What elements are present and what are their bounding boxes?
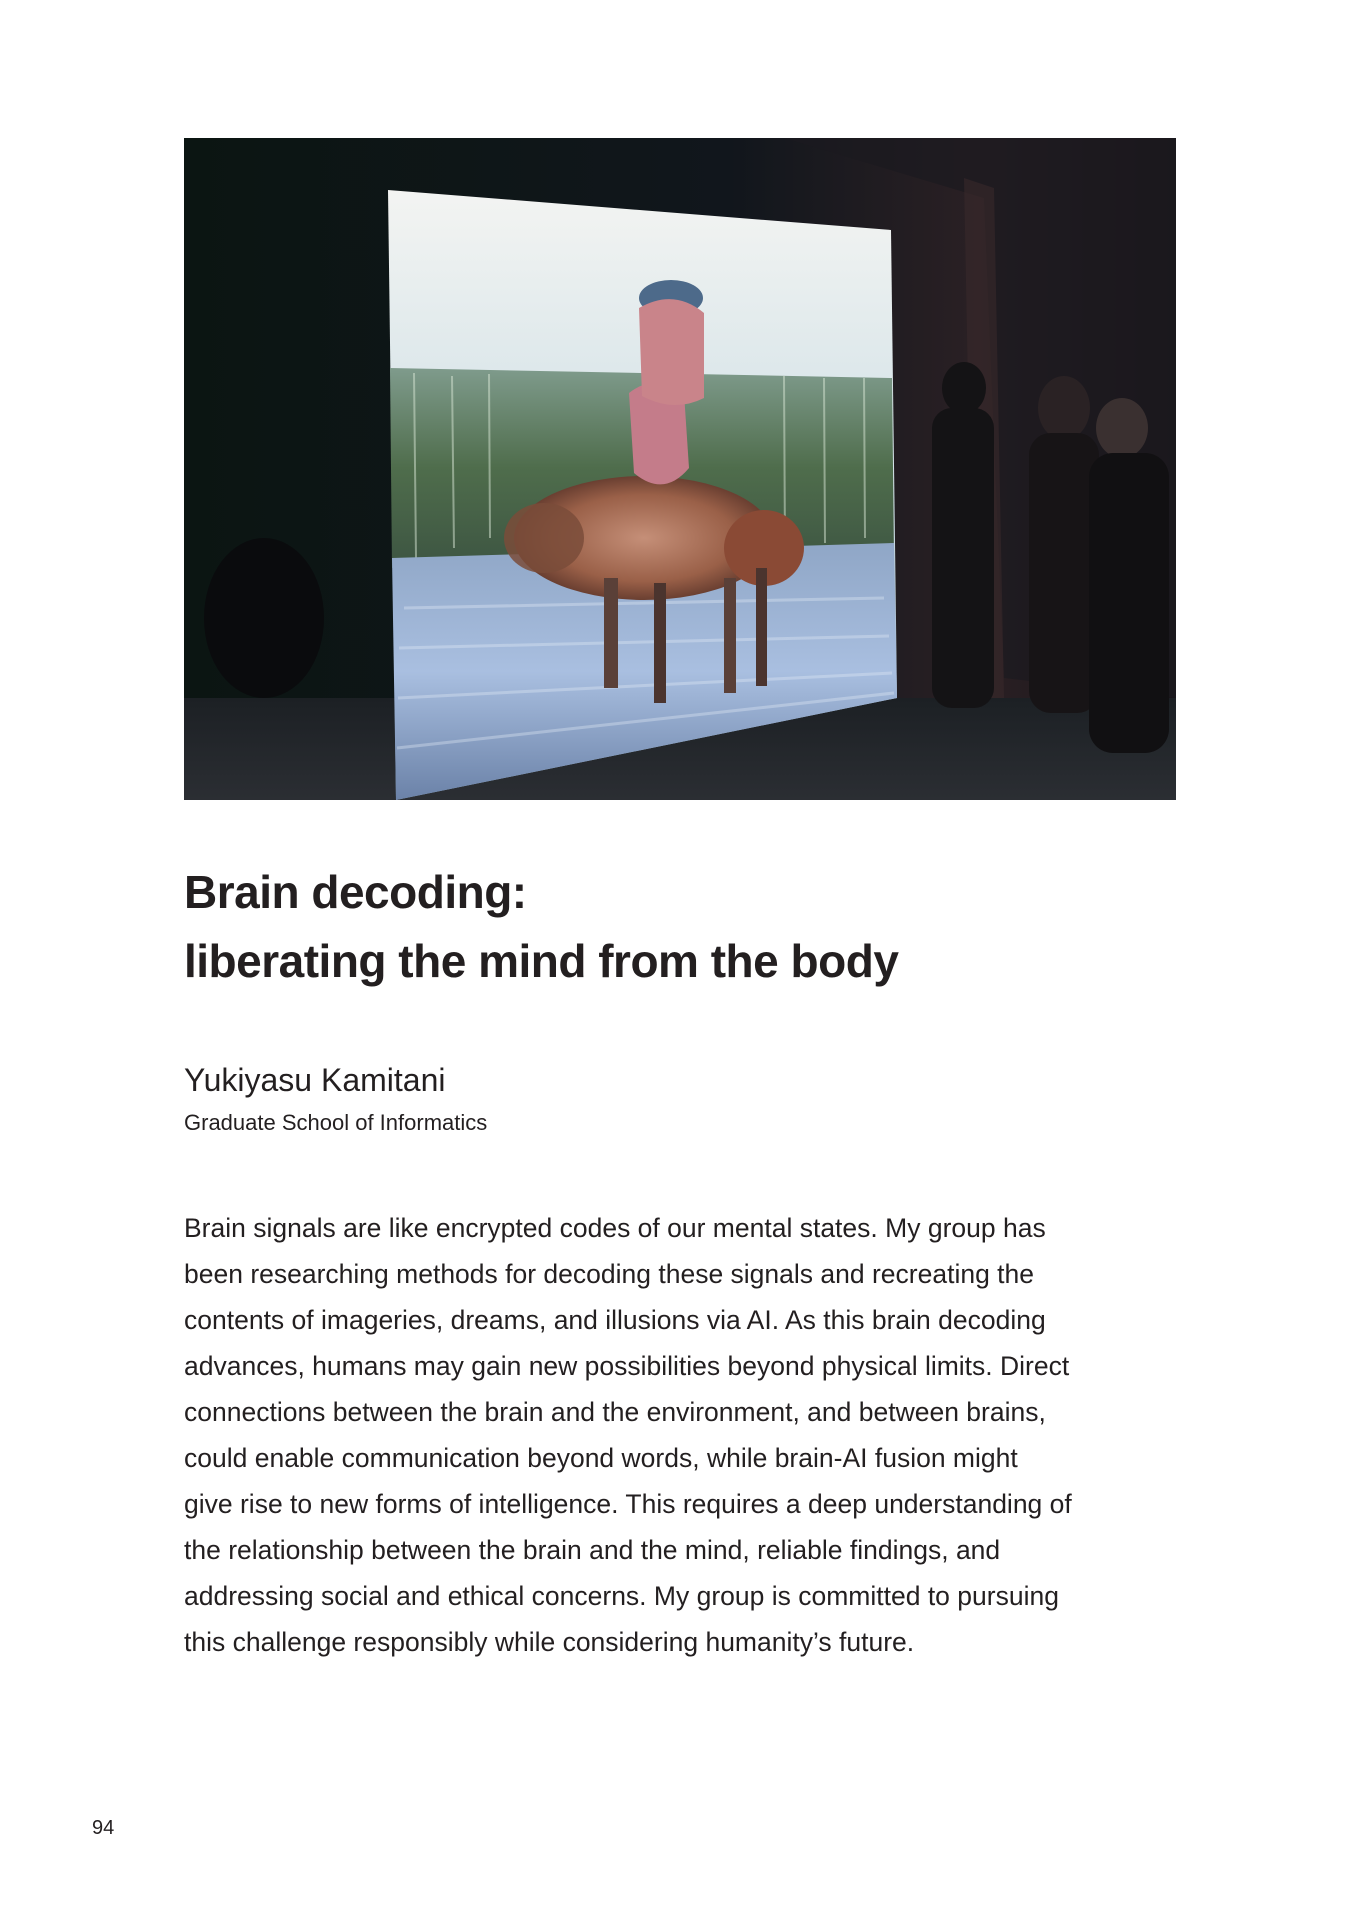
body-line: the relationship between the brain and the mind, reliable findings, and xyxy=(184,1535,1001,1565)
author-affiliation: Graduate School of Informatics xyxy=(184,1110,488,1135)
title-line-2: liberating the mind from the body xyxy=(184,935,899,987)
body-line: Brain signals are like encrypted codes of our mental states. My group has xyxy=(184,1213,1046,1243)
body-line: this challenge responsibly while considering humanity’s future. xyxy=(184,1627,915,1657)
body-line: advances, humans may gain new possibilities beyond physical limits. Direct xyxy=(184,1351,1070,1381)
body-line: connections between the brain and the environment, and between brains, xyxy=(184,1397,1046,1427)
title-line-1: Brain decoding: xyxy=(184,866,527,918)
body-line: give rise to new forms of intelligence. This requires a deep understanding of xyxy=(184,1489,1072,1519)
body-line: been researching methods for decoding these signals and recreating the xyxy=(184,1259,1035,1289)
gallery-projection-photo xyxy=(184,138,1176,800)
body-line: addressing social and ethical concerns. My group is committed to pursuing xyxy=(184,1581,1059,1611)
author-name: Yukiyasu Kamitani xyxy=(184,1062,446,1098)
article-title xyxy=(184,858,898,996)
body-line: could enable communication beyond words, while brain-AI fusion might xyxy=(184,1443,1018,1473)
body-line: contents of imageries, dreams, and illusions via AI. As this brain decoding xyxy=(184,1305,1046,1335)
article-body xyxy=(184,1205,1184,1665)
page-number: 94 xyxy=(92,1817,115,1839)
